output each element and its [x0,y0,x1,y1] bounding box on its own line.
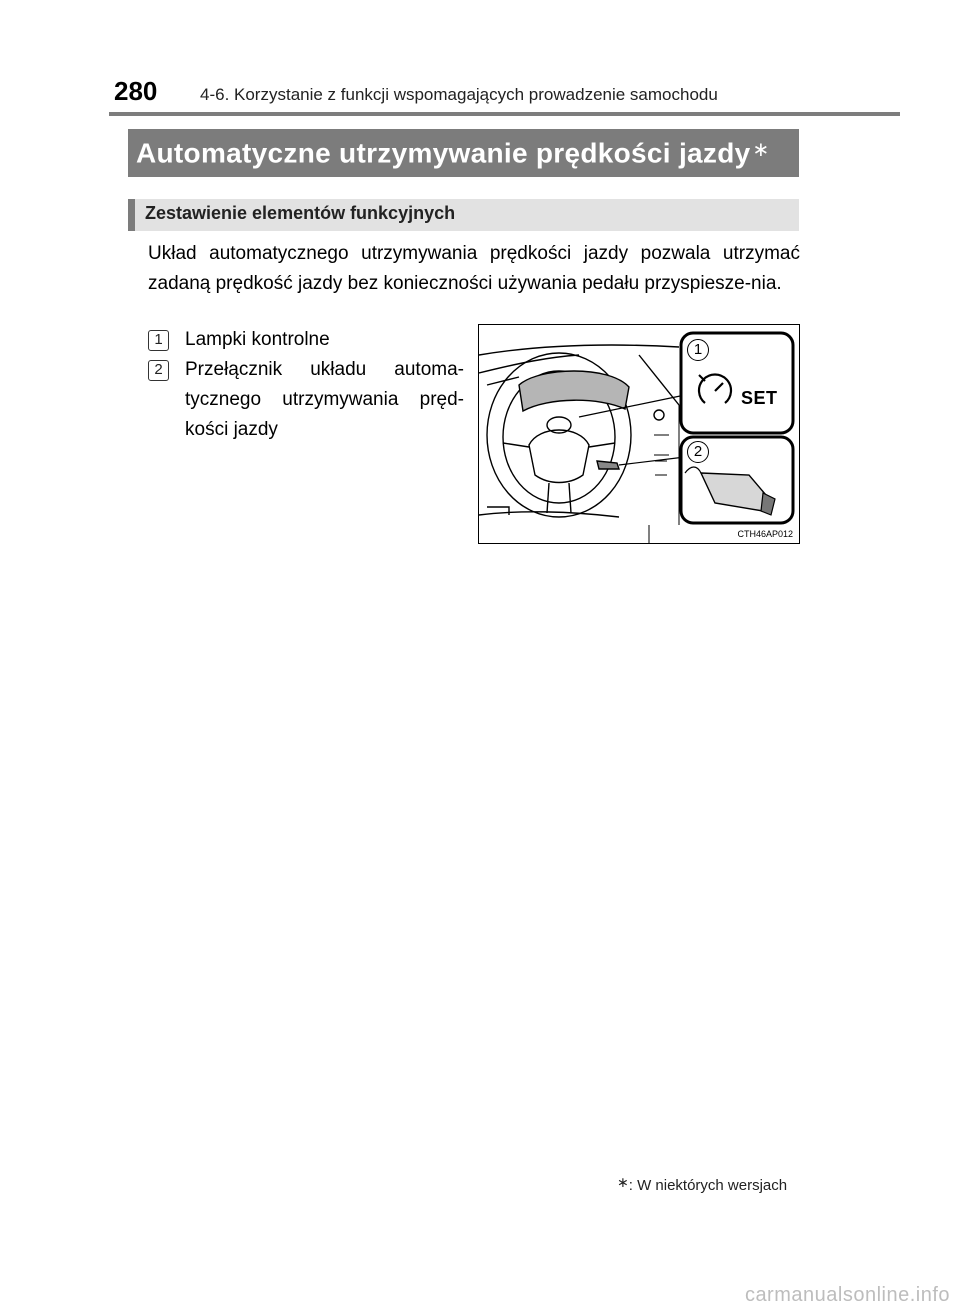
number-badge: 1 [148,330,169,351]
legend-item [148,355,464,445]
legend-text: Przełącznik układu automa-tycznego utrzymywania pręd-kości jazdy [185,359,464,440]
cockpit-figure [478,324,800,544]
section-title-bar [128,129,799,177]
number-badge: 2 [148,360,169,381]
legend-text: Lampki kontrolne [185,329,330,350]
cockpit-illustration [479,325,800,544]
subsection-title: Zestawienie elementów funkcyjnych [145,203,456,223]
footnote-text: : W niektórych wersjach [628,1177,788,1194]
figure-code: CTH46AP012 [737,529,793,539]
page-number: 280 [114,76,158,106]
header-rule [109,112,900,116]
asterisk-mark: ∗ [752,139,770,161]
legend-list [148,325,464,445]
footnote-asterisk: ∗ [617,1174,629,1190]
watermark: carmanualsonline.info [744,1284,950,1306]
footnote [617,1174,787,1194]
legend-item [148,325,464,355]
set-indicator-label: SET [741,388,778,408]
running-head: 4-6. Korzystanie z funkcji wspomagających prowadzenie samochodu [200,85,718,104]
callout-number: 1 [687,339,709,361]
callout-number: 2 [687,441,709,463]
subsection-bar [128,199,799,231]
section-title: Automatyczne utrzymywanie prędkości jazdy [136,137,751,169]
intro-paragraph: Układ automatycznego utrzymywania prędkości jazdy pozwala utrzymać zadaną prędkość jazdy bez konieczności używania pedału przyspiesze-nia. [148,243,800,294]
